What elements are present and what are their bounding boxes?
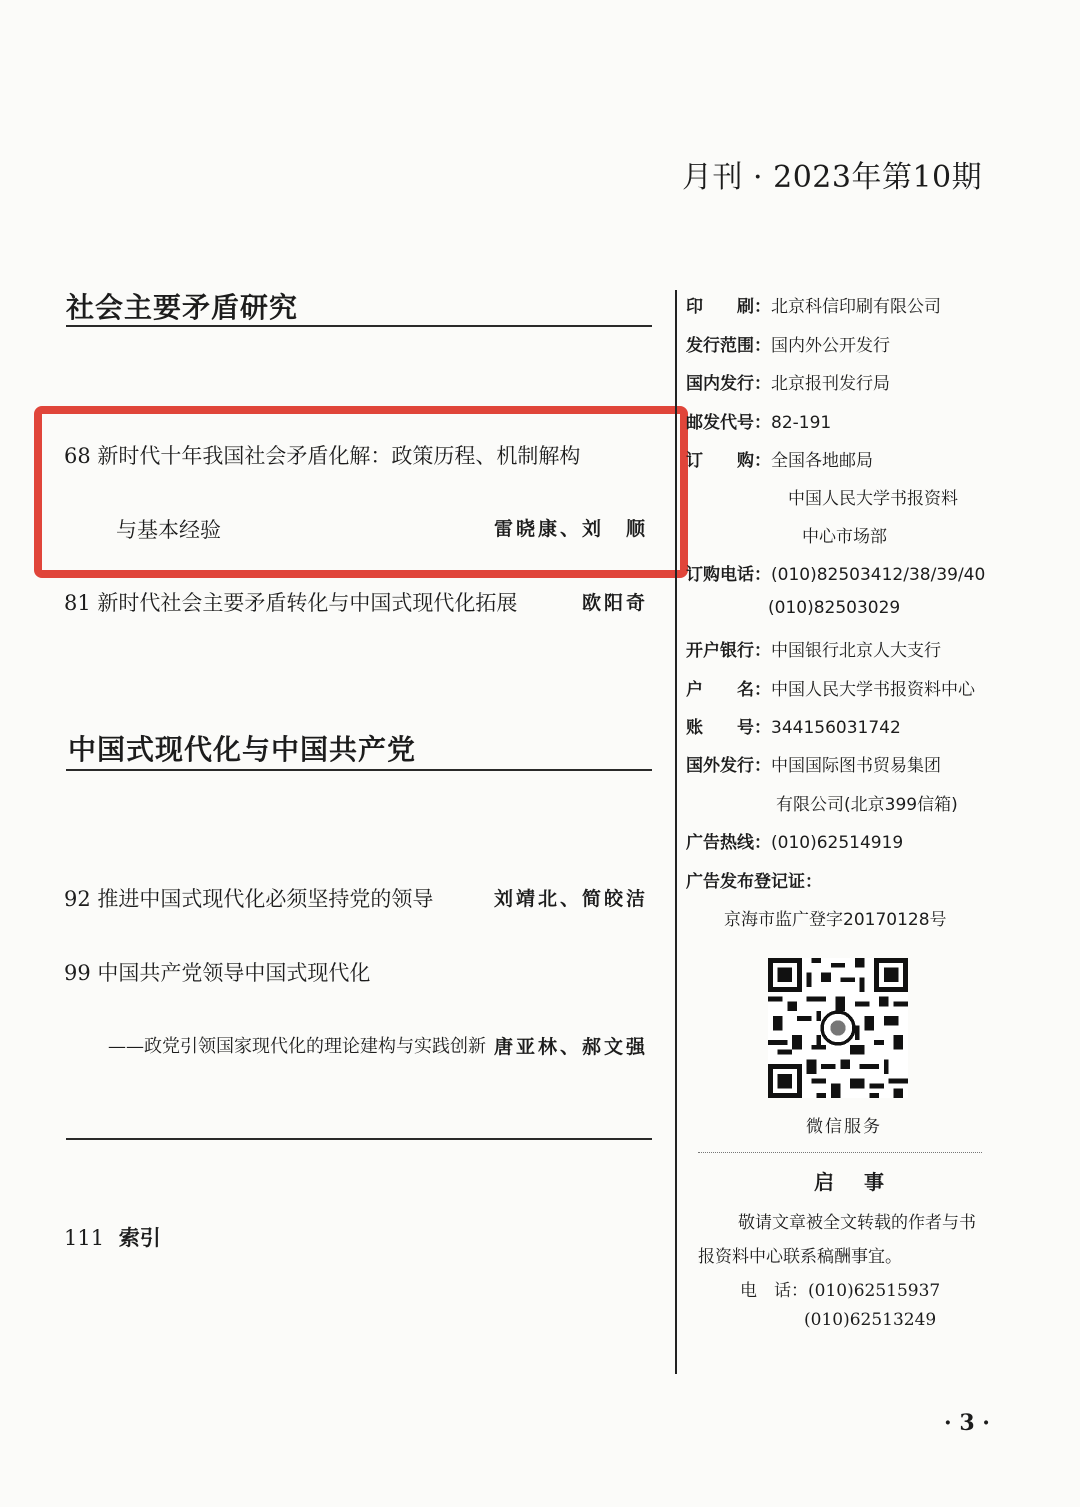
- dotted-divider: [698, 1152, 982, 1153]
- notice-title: 启事: [814, 1170, 914, 1194]
- qr-caption: 微信服务: [806, 1117, 882, 1137]
- toc-entry-92-title[interactable]: 92 推进中国式现代化必须坚持党的领导: [64, 887, 434, 911]
- page-number: · 3 ·: [944, 1410, 990, 1436]
- toc-entry-99-title[interactable]: 99 中国共产党领导中国式现代化: [64, 961, 371, 985]
- info-row-account-number: 账 号：344156031742: [686, 718, 901, 738]
- toc-entry-92-author: 刘靖北、简皎洁: [493, 888, 648, 910]
- info-row-order-cont-1: 中国人民大学书报资料: [788, 489, 958, 509]
- info-row-order: 订 购：全国各地邮局: [686, 451, 873, 471]
- section-rule: [66, 325, 652, 327]
- toc-entry-68-title[interactable]: 68 新时代十年我国社会矛盾化解：政策历程、机制解构: [64, 444, 581, 468]
- info-row-printing: 印 刷：北京科信印刷有限公司: [686, 297, 941, 317]
- info-row-postal-code: 邮发代号：82-191: [686, 413, 832, 433]
- section-title: 社会主要矛盾研究: [66, 291, 299, 324]
- info-row-order-phone: 订购电话：(010)82503412/38/39/40: [686, 565, 986, 585]
- info-row-foreign-cont: 有限公司(北京399信箱): [776, 795, 958, 815]
- info-row-order-cont-2: 中心市场部: [802, 527, 887, 547]
- toc-entry-81-author: 欧阳奇: [581, 592, 648, 614]
- column-divider: [675, 290, 677, 1374]
- toc-entry-index[interactable]: [64, 1222, 161, 1252]
- issue-heading: 月刊 · 2023年第10期: [682, 160, 983, 195]
- info-row-ad-license: 广告发布登记证：: [686, 872, 822, 892]
- info-row-bank: 开户银行：中国银行北京人大支行: [686, 641, 941, 661]
- toc-entry-68-subtitle[interactable]: 与基本经验: [116, 518, 221, 542]
- toc-entry-81-title[interactable]: 81 新时代社会主要矛盾转化与中国式现代化拓展: [64, 591, 518, 615]
- info-row-ad-hotline: 广告热线：(010)62514919: [686, 833, 904, 853]
- section-title: 中国式现代化与中国共产党: [68, 733, 417, 766]
- notice-phone-1: 电 话：(010)62515937: [740, 1281, 941, 1301]
- toc-entry-68-author: 雷晓康、刘 顺: [493, 518, 648, 540]
- info-row-distribution-scope: 发行范围：国内外公开发行: [686, 336, 890, 356]
- info-row-domestic-distribution: 国内发行：北京报刊发行局: [686, 374, 890, 394]
- notice-line-2: 报资料中心联系稿酬事宜。: [698, 1247, 902, 1267]
- qr-code-icon[interactable]: [768, 958, 908, 1098]
- info-row-ad-license-number: 京海市监广登字20170128号: [724, 910, 947, 930]
- index-page-number: 111: [64, 1226, 105, 1250]
- section-rule: [66, 769, 652, 771]
- toc-entry-99-subtitle[interactable]: ——政党引领国家现代化的理论建构与实践创新: [108, 1036, 486, 1057]
- index-label: 索引: [118, 1226, 161, 1250]
- highlight-box: [34, 406, 688, 578]
- info-row-order-phone-cont: (010)82503029: [768, 598, 901, 618]
- info-row-account-name: 户 名：中国人民大学书报资料中心: [686, 680, 975, 700]
- info-row-foreign-distribution: 国外发行：中国国际图书贸易集团: [686, 756, 941, 776]
- notice-line-1: 敬请文章被全文转载的作者与书: [738, 1213, 976, 1233]
- toc-entry-99-author: 唐亚林、郝文强: [493, 1036, 648, 1058]
- bottom-rule: [66, 1138, 652, 1140]
- notice-phone-2: (010)62513249: [804, 1310, 937, 1330]
